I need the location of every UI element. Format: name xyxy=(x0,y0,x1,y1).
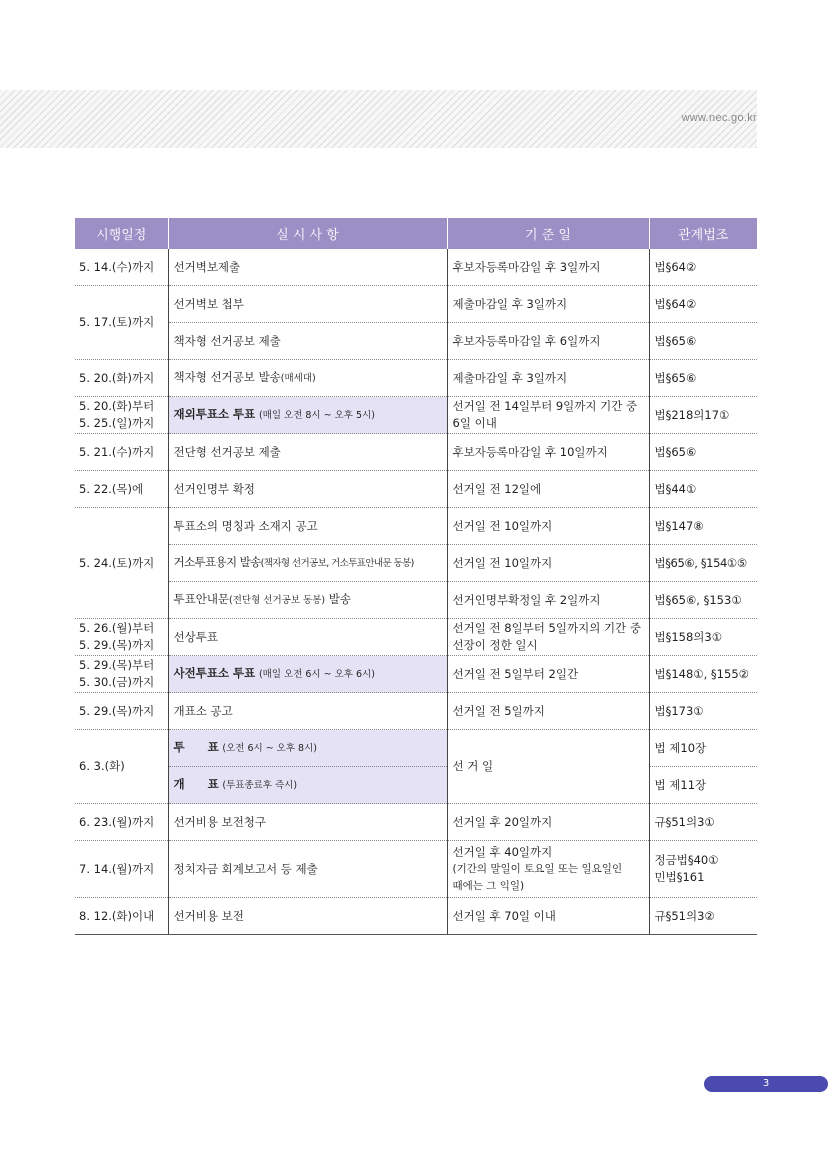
base-cell: 선거일 전 5일부터 2일간 xyxy=(447,656,649,693)
task-cell xyxy=(168,397,447,434)
law-cell: 법§218의17① xyxy=(649,397,757,434)
date-line: 5. 30.(금)까지 xyxy=(79,675,155,689)
law-cell: 법§65⑥ xyxy=(649,434,757,471)
base-cell: 제출마감일 후 3일까지 xyxy=(447,286,649,323)
table-row xyxy=(75,804,757,841)
table-row xyxy=(75,545,757,582)
base-cell: 선거일 전 12일에 xyxy=(447,471,649,508)
task-note: (투표종료후 즉시) xyxy=(222,780,298,791)
law-cell xyxy=(649,841,757,898)
page-number-badge xyxy=(704,1076,828,1092)
date-cell: 5. 22.(목)에 xyxy=(75,471,168,508)
table-row xyxy=(75,693,757,730)
base-line: 6일 이내 xyxy=(452,416,497,430)
task-text: 책자형 선거공보 발송 xyxy=(173,370,281,384)
law-cell: 규§51의3① xyxy=(649,804,757,841)
table-row xyxy=(75,249,757,286)
base-cell: 제출마감일 후 3일까지 xyxy=(447,360,649,397)
election-schedule-table xyxy=(75,218,757,935)
task-cell: 선거인명부 확정 xyxy=(168,471,447,508)
task-title: 투 표 xyxy=(173,740,219,754)
base-line: 선거일 후 40일까지 xyxy=(452,845,553,859)
site-url: www.nec.go.kr xyxy=(681,112,757,124)
task-cell xyxy=(168,730,447,767)
table-row xyxy=(75,323,757,360)
date-cell xyxy=(75,656,168,693)
law-cell: 법 제11장 xyxy=(649,767,757,804)
base-cell: 선거일 후 70일 이내 xyxy=(447,898,649,935)
law-cell: 규§51의3② xyxy=(649,898,757,935)
column-header: 시행일정 xyxy=(75,218,168,249)
task-cell xyxy=(168,656,447,693)
base-cell: 후보자등록마감일 후 6일까지 xyxy=(447,323,649,360)
task-note: (매세대) xyxy=(280,373,316,384)
base-cell: 선거일 후 20일까지 xyxy=(447,804,649,841)
base-line: 선장이 정한 일시 xyxy=(452,638,538,652)
law-line: 정금법§40① xyxy=(654,853,719,867)
base-line: 선거일 전 8일부터 5일까지의 기간 중 xyxy=(452,621,641,635)
table-row xyxy=(75,841,757,898)
base-cell: 선거인명부확정일 후 2일까지 xyxy=(447,582,649,619)
base-cell: 선거일 전 10일까지 xyxy=(447,508,649,545)
task-note: (전단형 선거공보 동봉) xyxy=(229,595,326,606)
law-cell: 법§147⑧ xyxy=(649,508,757,545)
base-cell xyxy=(447,619,649,656)
table-row xyxy=(75,582,757,619)
task-note: (오전 6시 ~ 오후 8시) xyxy=(222,743,317,754)
base-cell xyxy=(447,841,649,898)
task-title: 재외투표소 투표 xyxy=(173,407,256,421)
law-cell: 법§148①, §155② xyxy=(649,656,757,693)
task-cell: 책자형 선거공보 제출 xyxy=(168,323,447,360)
date-cell: 7. 14.(월)까지 xyxy=(75,841,168,898)
column-header: 실 시 사 항 xyxy=(168,218,447,249)
date-cell xyxy=(75,397,168,434)
task-cell xyxy=(168,360,447,397)
law-cell: 법§158의3① xyxy=(649,619,757,656)
table-row xyxy=(75,360,757,397)
date-line: 5. 20.(화)부터 xyxy=(79,399,155,413)
base-cell: 선 거 일 xyxy=(447,730,649,804)
date-line: 5. 25.(일)까지 xyxy=(79,416,155,430)
task-cell xyxy=(168,767,447,804)
task-cell: 정치자금 회계보고서 등 제출 xyxy=(168,841,447,898)
task-cell: 선거비용 보전 xyxy=(168,898,447,935)
column-header: 기 준 일 xyxy=(447,218,649,249)
law-cell: 법§65⑥ xyxy=(649,360,757,397)
law-cell: 법§65⑥, §153① xyxy=(649,582,757,619)
base-cell: 선거일 전 10일까지 xyxy=(447,545,649,582)
table-row xyxy=(75,656,757,693)
date-cell xyxy=(75,619,168,656)
date-cell: 8. 12.(화)이내 xyxy=(75,898,168,935)
date-cell: 5. 14.(수)까지 xyxy=(75,249,168,286)
column-header: 관계법조 xyxy=(649,218,757,249)
task-title: 사전투표소 투표 xyxy=(173,666,256,680)
table-row xyxy=(75,508,757,545)
task-cell: 개표소 공고 xyxy=(168,693,447,730)
table-row xyxy=(75,619,757,656)
task-suffix: 발송 xyxy=(325,592,351,606)
base-note: (기간의 말일이 토요일 또는 일요일인 xyxy=(452,863,623,875)
task-cell: 전단형 선거공보 제출 xyxy=(168,434,447,471)
date-cell: 5. 20.(화)까지 xyxy=(75,360,168,397)
base-cell: 후보자등록마감일 후 3일까지 xyxy=(447,249,649,286)
task-note: (책자형 선거공보, 거소투표안내문 동봉) xyxy=(260,558,414,569)
table-row xyxy=(75,471,757,508)
base-note: 때에는 그 익일) xyxy=(452,880,525,892)
table-header-row xyxy=(75,218,757,249)
law-cell: 법§64② xyxy=(649,249,757,286)
date-cell: 5. 21.(수)까지 xyxy=(75,434,168,471)
task-text: 거소투표용지 발송 xyxy=(173,555,261,569)
table-row xyxy=(75,898,757,935)
date-line: 5. 29.(목)부터 xyxy=(79,658,155,672)
task-cell: 선상투표 xyxy=(168,619,447,656)
base-cell: 후보자등록마감일 후 10일까지 xyxy=(447,434,649,471)
law-cell: 법§65⑥ xyxy=(649,323,757,360)
table-row xyxy=(75,397,757,434)
table-row xyxy=(75,286,757,323)
law-line: 민법§161 xyxy=(654,870,705,884)
task-note: (매일 오전 8시 ~ 오후 5시) xyxy=(258,410,375,421)
task-title: 개 표 xyxy=(173,777,219,791)
task-text: 투표안내문 xyxy=(173,592,230,606)
date-cell: 6. 23.(월)까지 xyxy=(75,804,168,841)
law-cell: 법§173① xyxy=(649,693,757,730)
base-cell: 선거일 전 5일까지 xyxy=(447,693,649,730)
law-cell: 법§64② xyxy=(649,286,757,323)
task-cell xyxy=(168,582,447,619)
date-cell: 5. 17.(토)까지 xyxy=(75,286,168,360)
date-cell: 5. 24.(토)까지 xyxy=(75,508,168,619)
base-line: 선거일 전 14일부터 9일까지 기간 중 xyxy=(452,399,638,413)
date-line: 5. 26.(월)부터 xyxy=(79,621,155,635)
law-cell: 법§65⑥, §154①⑤ xyxy=(649,545,757,582)
task-cell: 선거벽보 첩부 xyxy=(168,286,447,323)
law-cell: 법 제10장 xyxy=(649,730,757,767)
date-cell: 6. 3.(화) xyxy=(75,730,168,804)
table-row xyxy=(75,767,757,804)
table-row xyxy=(75,434,757,471)
task-cell: 선거비용 보전청구 xyxy=(168,804,447,841)
task-cell xyxy=(168,545,447,582)
base-cell xyxy=(447,397,649,434)
task-cell: 투표소의 명칭과 소재지 공고 xyxy=(168,508,447,545)
law-cell: 법§44① xyxy=(649,471,757,508)
header-band xyxy=(0,90,757,148)
task-note: (매일 오전 6시 ~ 오후 6시) xyxy=(258,669,375,680)
date-cell: 5. 29.(목)까지 xyxy=(75,693,168,730)
table-row xyxy=(75,730,757,767)
page-number: 3 xyxy=(762,1078,770,1089)
date-line: 5. 29.(목)까지 xyxy=(79,638,155,652)
task-cell: 선거벽보제출 xyxy=(168,249,447,286)
